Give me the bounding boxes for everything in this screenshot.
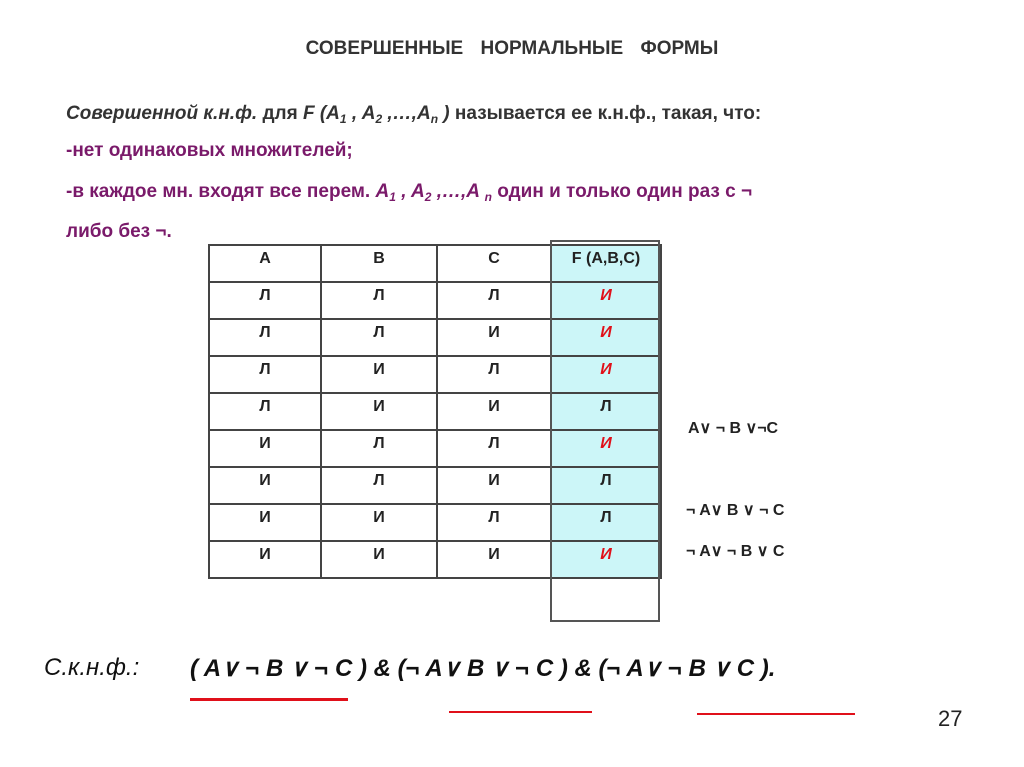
close-paren: ) [438, 103, 450, 124]
f-value-cell: И [551, 541, 661, 578]
table-row [209, 504, 661, 541]
f-value-cell: Л [551, 504, 661, 541]
table-cell: Л [437, 282, 551, 319]
table-cell: Л [209, 393, 321, 430]
line3-post: один и только один раз с ¬ [491, 181, 753, 202]
sknf-label: С.к.н.ф.: [44, 654, 140, 681]
table-cell: И [321, 504, 437, 541]
header-b: B [321, 245, 437, 282]
table-cell: И [321, 541, 437, 578]
table-cell: И [209, 504, 321, 541]
table-row [209, 430, 661, 467]
table-cell: И [437, 467, 551, 504]
definition-line-4: либо без ¬. [66, 221, 172, 242]
line3-sub-1: 1 [389, 190, 396, 204]
truth-table [208, 244, 662, 579]
underline-3 [697, 713, 855, 715]
table-cell: И [437, 541, 551, 578]
table-cell: И [437, 319, 551, 356]
f-value-cell: Л [551, 467, 661, 504]
table-cell: Л [209, 319, 321, 356]
definition-line-3 [66, 178, 996, 211]
line3-sep-2: ,…,A [431, 181, 485, 202]
definition-line-1 [66, 100, 996, 133]
definition-mid: для [257, 103, 303, 124]
sep-2: ,…,A [382, 103, 431, 124]
side-term-row-6: ¬ A∨ B ∨ ¬ C [686, 502, 785, 519]
side-term-row-4: A∨ ¬ B ∨¬C [688, 420, 779, 437]
table-cell: Л [437, 504, 551, 541]
table-row [209, 319, 661, 356]
sub-2: 2 [375, 112, 383, 126]
table-cell: И [209, 467, 321, 504]
line3-var: A [375, 181, 390, 202]
table-cell: Л [209, 282, 321, 319]
table-cell: Л [321, 467, 437, 504]
sep-1: , A [346, 103, 376, 124]
sknf-formula: ( A∨ ¬ B ∨ ¬ C ) & (¬ A∨ B ∨ ¬ C ) & (¬ A∨ ¬ B ∨ C ). [190, 655, 776, 682]
definition-rest: называется ее к.н.ф., такая, что: [449, 103, 762, 124]
header-f: F (A,B,C) [551, 245, 661, 282]
truth-table-wrap [208, 244, 662, 579]
side-term-row-7: ¬ A∨ ¬ B ∨ C [686, 543, 785, 560]
page-number: 27 [938, 706, 963, 731]
header-a: A [209, 245, 321, 282]
f-value-cell: И [551, 356, 661, 393]
line3-sub-2: 2 [424, 190, 432, 204]
table-row [209, 393, 661, 430]
table-cell: Л [437, 430, 551, 467]
table-cell: И [437, 393, 551, 430]
f-value-cell: Л [551, 393, 661, 430]
underline-1 [190, 698, 348, 701]
table-cell: Л [321, 430, 437, 467]
definition-term: Совершенной к.н.ф. [66, 103, 258, 124]
table-cell: И [321, 393, 437, 430]
definition-line-2: -нет одинаковых множителей; [66, 140, 353, 161]
table-cell: Л [321, 319, 437, 356]
header-c: C [437, 245, 551, 282]
table-cell: И [209, 430, 321, 467]
table-row [209, 356, 661, 393]
table-cell: Л [209, 356, 321, 393]
table-cell: И [209, 541, 321, 578]
slide-title: СОВЕРШЕННЫЕ НОРМАЛЬНЫЕ ФОРМЫ [305, 38, 719, 59]
table-row [209, 282, 661, 319]
table-row [209, 467, 661, 504]
line3-sep-1: , A [395, 181, 425, 202]
function-name: F (A [302, 103, 340, 124]
table-header-row [209, 245, 661, 282]
sub-n: n [430, 112, 439, 126]
f-value-cell: И [551, 282, 661, 319]
underline-2 [449, 711, 592, 713]
line3-pre: -в каждое мн. входят все перем. [66, 181, 376, 202]
sub-1: 1 [339, 112, 347, 126]
f-value-cell: И [551, 430, 661, 467]
line3-sub-n: n [484, 190, 492, 204]
table-row [209, 541, 661, 578]
table-cell: Л [437, 356, 551, 393]
f-value-cell: И [551, 319, 661, 356]
table-cell: И [321, 356, 437, 393]
table-cell: Л [321, 282, 437, 319]
